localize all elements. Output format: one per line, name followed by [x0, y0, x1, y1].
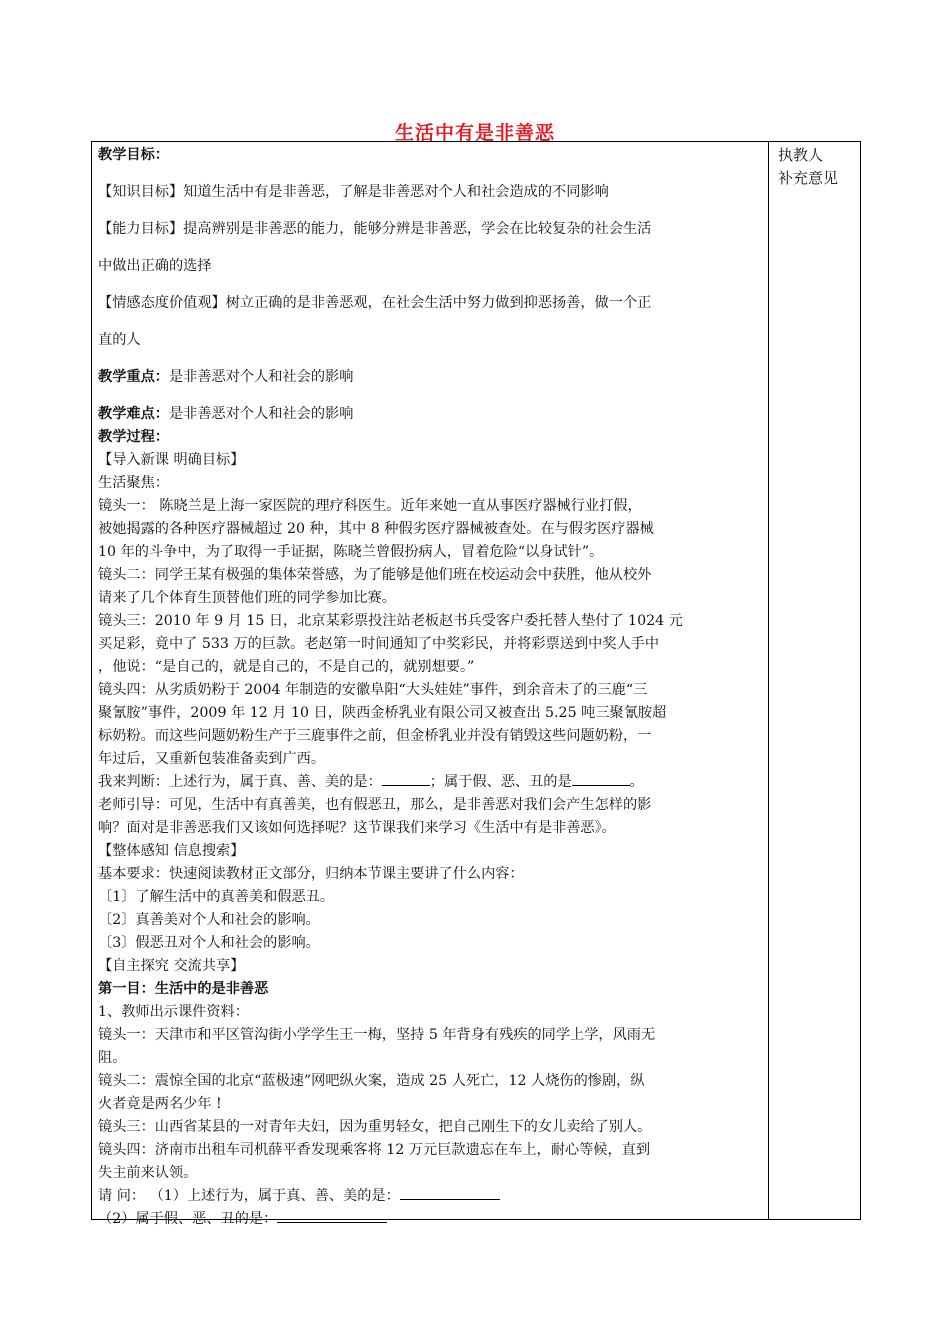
question-2	[98, 1208, 764, 1231]
side-label-notes: 补充意见	[778, 169, 839, 187]
judge-line	[98, 771, 764, 794]
page-title: 生活中有是非善恶	[394, 122, 555, 144]
emotion-goal-line1: 【情感态度价值观】树立正确的是非善恶观，在社会生活中努力做到抑恶扬善，做一个正	[98, 295, 652, 311]
process-heading: 教学过程：	[98, 429, 169, 445]
guide-line1: 老师引导：可见，生活中有真善美，也有假恶丑，那么，是非善恶对我们会产生怎样的影	[98, 797, 652, 813]
overview-requirement: 基本要求：快速阅读教材正文部分，归纳本节课主要讲了什么内容：	[98, 866, 524, 882]
judge-blank-bad[interactable]	[572, 771, 630, 786]
side-label-teacher: 执教人	[778, 146, 824, 164]
scene4-line2: 聚氰胺”事件，2009 年 12 月 10 日，陕西金桥乳业有限公司又被查出 5.25 吨三聚氰胺超	[98, 705, 667, 721]
emotion-goal-line2: 直的人	[98, 332, 141, 348]
case1-line1: 镜头一：天津市和平区管沟街小学学生王一梅，坚持 5 年背身有残疾的同学上学，风雨无	[98, 1027, 656, 1043]
courseware-item: 1、教师出示课件资料：	[98, 1004, 249, 1020]
explore-heading: 【自主探究 交流共享】	[98, 958, 245, 974]
scene1-line2: 被她揭露的各种医疗器械超过 20 种，其中 8 种假劣医疗器械被查处。在与假劣医疗器械	[98, 521, 654, 537]
scene1-line1: 镜头一： 陈晓兰是上海一家医院的理疗科医生。近年来她一直从事医疗器械行业打假，	[98, 498, 642, 514]
question-2-text: （2）属于假、恶、丑的是：	[98, 1211, 278, 1227]
scene4-line3: 标奶粉。而这些问题奶粉生产于三鹿事件之前，但金桥乳业并没有销毁这些问题奶粉，一	[98, 728, 652, 744]
case2-line1: 镜头二：震惊全国的北京“蓝极速”网吧纵火案，造成 25 人死亡，12 人烧伤的惨剧，纵	[98, 1073, 645, 1089]
life-focus: 生活聚焦：	[98, 475, 169, 491]
question-2-blank[interactable]	[277, 1208, 387, 1223]
guide-line2: 响？面对是非善恶我们又该如何选择呢？这节课我们来学习《生活中有是非善恶》。	[98, 820, 616, 836]
question-1-blank[interactable]	[400, 1185, 500, 1200]
key-point-label: 教学重点：	[98, 369, 169, 385]
intro-heading: 【导入新课 明确目标】	[98, 452, 245, 468]
difficulty-text: 是非善恶对个人和社会的影响	[168, 406, 354, 422]
scene2-line1: 镜头二：同学王某有极强的集体荣誉感，为了能够是他们班在校运动会中获胜，他从校外	[98, 567, 652, 583]
key-point-text: 是非善恶对个人和社会的影响	[168, 369, 354, 385]
side-column	[778, 144, 858, 190]
scene4-line1: 镜头四：从劣质奶粉于 2004 年制造的安徽阜阳“大头娃娃”事件，到余音未了的三鹿“三	[98, 682, 648, 698]
scene3-line3: ，他说：“是自己的，就是自己的，不是自己的，就别想要。”	[98, 659, 475, 675]
key-point	[98, 359, 764, 396]
case4-line1: 镜头四：济南市出租车司机薛平香发现乘客将 12 万元巨款遗忘在车上，耐心等候，直到	[98, 1142, 651, 1158]
overview-item-2: 〔2〕真善美对个人和社会的影响。	[98, 912, 320, 928]
scene3-line1: 镜头三：2010 年 9 月 15 日，北京某彩票投注站老板赵书兵受客户委托替人垫付了 1024 元	[98, 613, 683, 629]
case4-line2: 失主前来认领。	[98, 1165, 198, 1181]
overview-heading: 【整体感知 信息搜索】	[98, 843, 245, 859]
case2-line2: 火者竟是两名少年 !	[98, 1096, 222, 1112]
case1-line2: 阻。	[98, 1050, 127, 1066]
overview-item-3: 〔3〕假恶丑对个人和社会的影响。	[98, 935, 320, 951]
ability-goal-line1: 【能力目标】提高辨别是非善恶的能力，能够分辨是非善恶，学会在比较复杂的社会生活	[98, 221, 652, 237]
scene2-line2: 请来了几个体育生顶替他们班的同学参加比赛。	[98, 590, 396, 606]
question-1	[98, 1185, 764, 1208]
lesson-table	[91, 141, 861, 1227]
judge-blank-good[interactable]	[382, 771, 430, 786]
knowledge-goal: 【知识目标】知道生活中有是非善恶，了解是非善恶对个人和社会造成的不同影响	[98, 184, 609, 200]
scene4-line4: 年过后，又重新包装准备卖到广西。	[98, 751, 326, 767]
judge-text-a: 我来判断：上述行为，属于真、善、美的是：	[98, 774, 382, 790]
section-one-title: 第一目：生活中的是非善恶	[98, 981, 269, 997]
ability-goal-line2: 中做出正确的选择	[98, 258, 212, 274]
scene3-line2: 买足彩，竟中了 533 万的巨款。老赵第一时间通知了中奖彩民，并将彩票送到中奖人手中	[98, 636, 660, 652]
question-1-text: 请 问： （1）上述行为，属于真、善、美的是：	[98, 1188, 400, 1204]
case3-line: 镜头三：山西省某县的一对青年夫妇，因为重男轻女，把自己刚生下的女儿卖给了别人。	[98, 1119, 652, 1135]
difficulty-label: 教学难点：	[98, 406, 169, 422]
overview-item-1: 〔1〕了解生活中的真善美和假恶丑。	[98, 889, 335, 905]
scene1-line3: 10 年的斗争中，为了取得一手证据，陈晓兰曾假扮病人，冒着危险“以身试针”。	[98, 544, 604, 560]
column-divider	[768, 142, 769, 1219]
main-column	[98, 143, 764, 1231]
judge-text-b: ；属于假、恶、丑的是	[429, 774, 572, 790]
goals-heading: 教学目标：	[98, 147, 169, 163]
judge-text-c: 。	[629, 774, 644, 790]
